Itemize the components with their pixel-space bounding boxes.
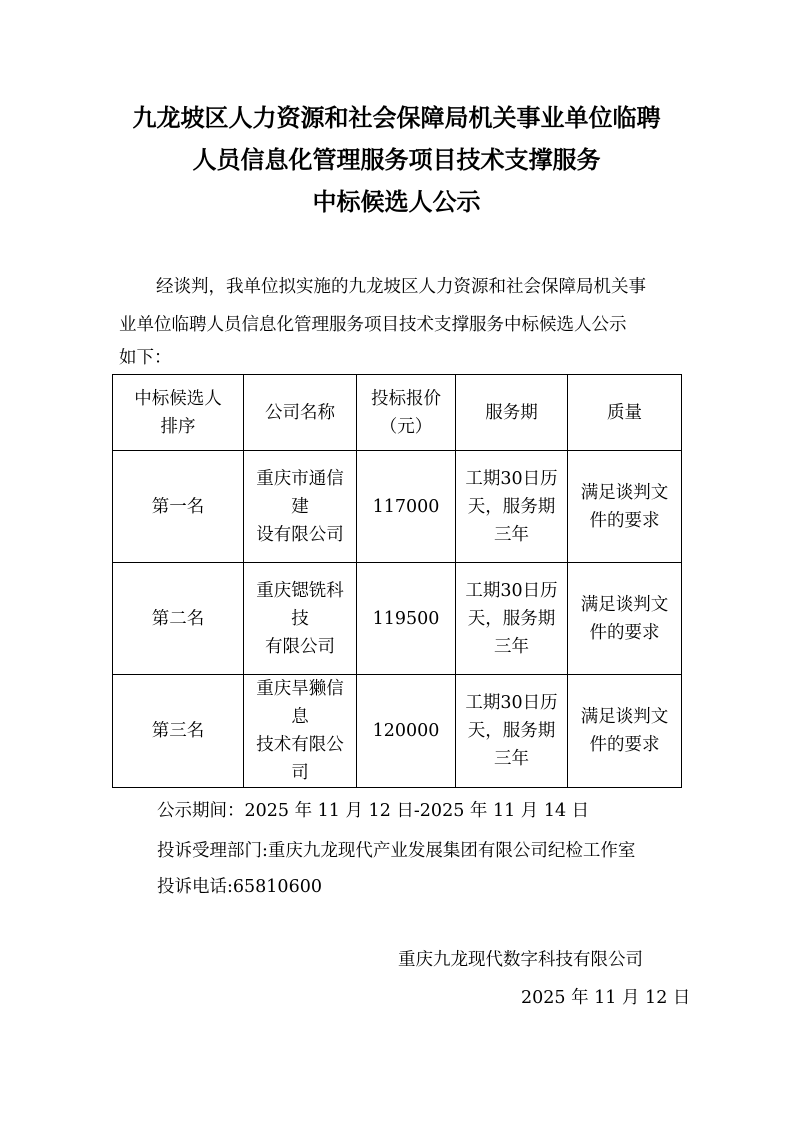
intro-line-1: 经谈判，我单位拟实施的九龙坡区人力资源和社会保障局机关事 bbox=[156, 277, 646, 297]
price-cell: 117000 bbox=[357, 451, 456, 563]
publicity-period: 公示期间：2025 年 11 月 12 日-2025 年 11 月 14 日 bbox=[157, 801, 590, 821]
intro-line-2: 业单位临聘人员信息化管理服务项目技术支撑服务中标候选人公示 bbox=[119, 315, 627, 335]
title-line-3: 中标候选人公示 bbox=[312, 188, 481, 216]
table-header-row bbox=[113, 375, 682, 451]
table-row bbox=[113, 451, 682, 563]
rank-cell: 第二名 bbox=[113, 563, 244, 675]
table-row bbox=[113, 563, 682, 675]
quality-cell: 满足谈判文 件的要求 bbox=[568, 563, 682, 675]
complaint-department: 投诉受理部门:重庆九龙现代产业发展集团有限公司纪检工作室 bbox=[157, 841, 636, 861]
price-cell: 119500 bbox=[357, 563, 456, 675]
company-cell: 重庆市通信建 设有限公司 bbox=[244, 451, 357, 563]
title-line-1: 九龙坡区人力资源和社会保障局机关事业单位临聘 bbox=[132, 104, 661, 132]
signature-date: 2025 年 11 月 12 日 bbox=[521, 988, 691, 1008]
header-company: 公司名称 bbox=[244, 375, 357, 451]
table-row bbox=[113, 675, 682, 788]
header-service: 服务期 bbox=[456, 375, 568, 451]
service-cell: 工期30日历 天，服务期 三年 bbox=[456, 451, 568, 563]
company-cell: 重庆旱獭信息 技术有限公司 bbox=[244, 675, 357, 788]
service-cell: 工期30日历 天，服务期 三年 bbox=[456, 563, 568, 675]
complaint-phone: 投诉电话:65810600 bbox=[157, 877, 322, 897]
header-rank: 中标候选人 排序 bbox=[113, 375, 244, 451]
header-price: 投标报价 （元） bbox=[357, 375, 456, 451]
header-quality: 质量 bbox=[568, 375, 682, 451]
rank-cell: 第一名 bbox=[113, 451, 244, 563]
price-cell: 120000 bbox=[357, 675, 456, 788]
candidate-table bbox=[112, 374, 682, 788]
quality-cell: 满足谈判文 件的要求 bbox=[568, 675, 682, 788]
company-cell: 重庆锶铣科技 有限公司 bbox=[244, 563, 357, 675]
quality-cell: 满足谈判文 件的要求 bbox=[568, 451, 682, 563]
rank-cell: 第三名 bbox=[113, 675, 244, 788]
service-cell: 工期30日历 天，服务期 三年 bbox=[456, 675, 568, 788]
signature-organization: 重庆九龙现代数字科技有限公司 bbox=[398, 950, 643, 970]
intro-line-3: 如下： bbox=[119, 348, 172, 368]
title-line-2: 人员信息化管理服务项目技术支撑服务 bbox=[192, 146, 601, 174]
